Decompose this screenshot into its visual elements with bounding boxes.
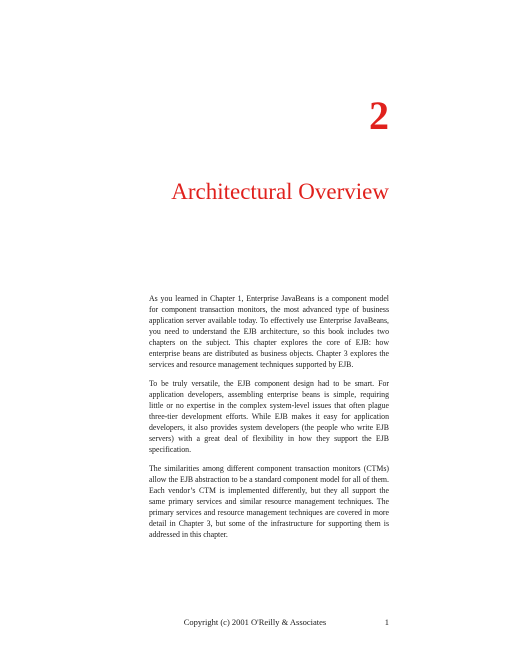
- chapter-title: Architectural Overview: [171, 179, 389, 204]
- paragraph-intro: As you learned in Chapter 1, Enterprise JavaBeans is a component model for component transaction monitors, the most advanced type of business application server available today. To effectively use Enterprise JavaBeans, you need to understand the EJB architecture, so this book includes two chapters on the subject. This chapter explores the core of EJB: how enterprise beans are distributed as business objects. Chapter 3 explores the services and resource management techniques supported by EJB.: [149, 294, 389, 369]
- chapter-body: [149, 293, 389, 548]
- footer-copyright: Copyright (c) 2001 O'Reilly & Associates: [183, 617, 327, 627]
- paragraph-ctm: The similarities among different component transaction monitors (CTMs) allow the EJB abstraction to be a standard component model for all of them. Each vendor’s CTM is implemented differently, but they all support the same primary services and similar resource management techniques. The primary services and resource management techniques are covered in more detail in Chapter 3, but some of the infrastructure for supporting them is addressed in this chapter.: [149, 464, 389, 539]
- chapter-number: 2: [369, 93, 389, 138]
- page-number: 1: [384, 617, 389, 627]
- paragraph-design: To be truly versatile, the EJB component design had to be smart. For application developers, assembling enterprise beans is simple, requiring little or no expertise in the complex system-level issues that often plague three-tier development efforts. While EJB makes it easy for application developers, it also provides system developers (the people who write EJB servers) with a great deal of flexibility in how they support the EJB specification.: [149, 379, 389, 454]
